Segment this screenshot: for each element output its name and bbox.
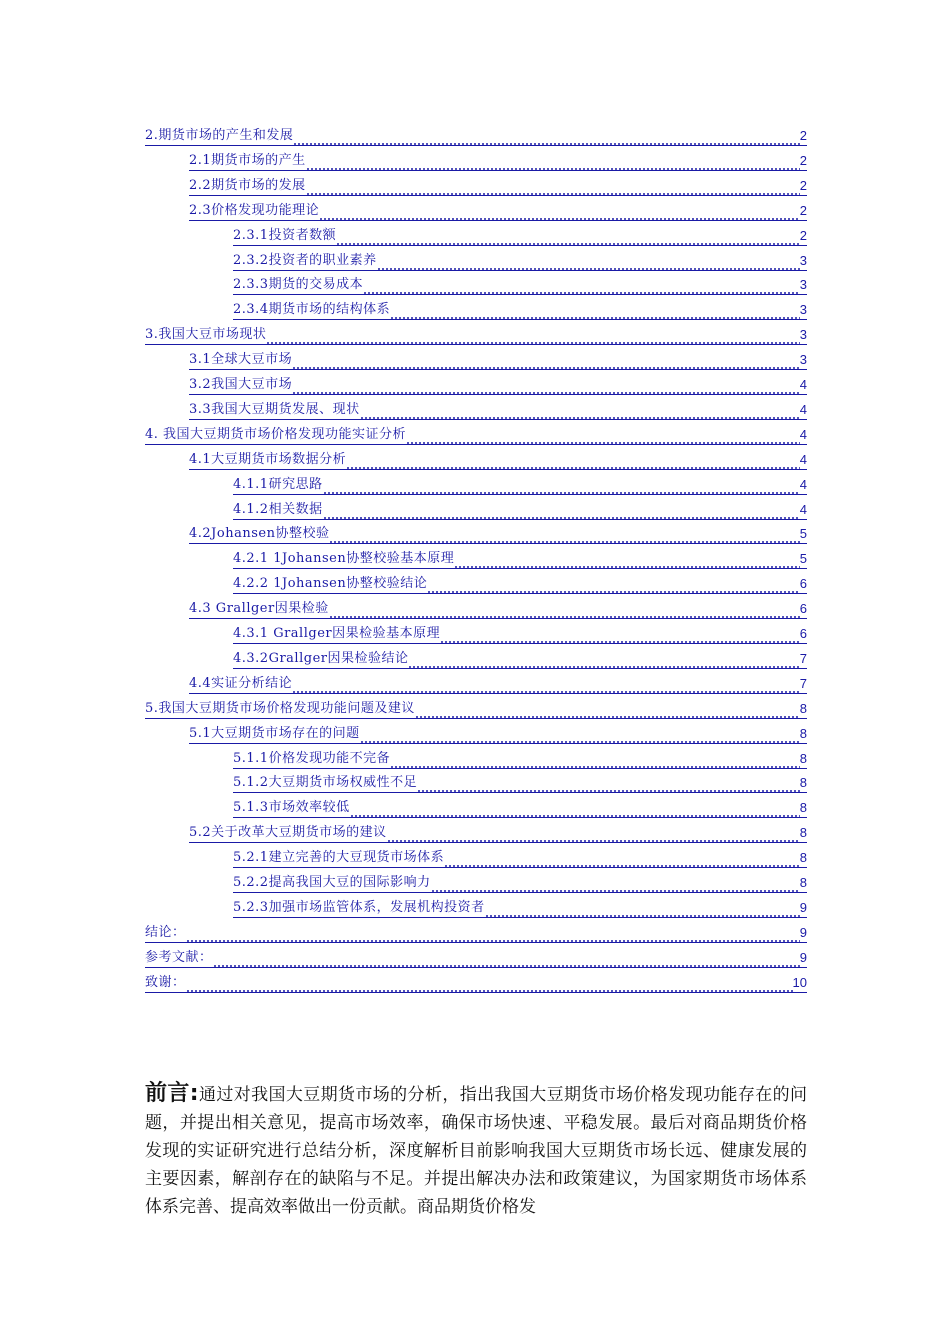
toc-entry-page: 6: [800, 576, 807, 594]
toc-entry-page: 6: [800, 626, 807, 644]
toc-entry-title: 4.3 Grallger因果检验: [189, 601, 329, 619]
toc-entry-title: 2.3.4期货市场的结构体系: [233, 302, 390, 320]
toc-entry-title: 5.1大豆期货市场存在的问题: [189, 726, 360, 744]
toc-dot-leader: [360, 731, 800, 744]
toc-entry-title: 3.1全球大豆市场: [189, 352, 292, 370]
toc-dot-leader: [454, 556, 800, 569]
toc-entry-title: 致谢：: [145, 975, 186, 993]
toc-entry[interactable]: [233, 500, 807, 520]
toc-entry-page: 2: [800, 203, 807, 221]
toc-entry-page: 3: [800, 277, 807, 295]
toc-entry-title: 5.1.2大豆期货市场权威性不足: [233, 775, 417, 793]
toc-dot-leader: [485, 905, 800, 918]
toc-dot-leader: [427, 581, 800, 594]
toc-entry[interactable]: [189, 450, 807, 470]
toc-entry-title: 4.3.2Grallger因果检验结论: [233, 651, 408, 669]
toc-entry-page: 10: [793, 975, 807, 993]
toc-entry[interactable]: [189, 674, 807, 694]
toc-entry-title: 4.2.1 1Johansen协整校验基本原理: [233, 551, 454, 569]
toc-entry[interactable]: [189, 524, 807, 544]
toc-entry-page: 7: [800, 651, 807, 669]
toc-entry-title: 3.我国大豆市场现状: [145, 327, 266, 345]
toc-entry-page: 8: [800, 701, 807, 719]
toc-dot-leader: [350, 805, 800, 818]
toc-dot-leader: [329, 606, 800, 619]
toc-dot-leader: [306, 183, 800, 196]
toc-entry[interactable]: [189, 151, 807, 171]
toc-entry-title: 5.2.3加强市场监管体系，发展机构投资者: [233, 900, 485, 918]
toc-entry-page: 9: [800, 900, 807, 918]
toc-entry-title: 4.1.1研究思路: [233, 477, 323, 495]
toc-dot-leader: [306, 158, 800, 171]
toc-dot-leader: [363, 282, 800, 295]
toc-entry[interactable]: [233, 873, 807, 893]
toc-entry[interactable]: [189, 599, 807, 619]
toc-dot-leader: [319, 208, 800, 221]
toc-entry[interactable]: [233, 574, 807, 594]
toc-entry[interactable]: [189, 176, 807, 196]
toc-entry-title: 2.期货市场的产生和发展: [145, 128, 293, 146]
toc-entry-title: 4.1.2相关数据: [233, 502, 323, 520]
toc-dot-leader: [186, 930, 800, 943]
toc-entry[interactable]: [233, 798, 807, 818]
toc-dot-leader: [360, 407, 800, 420]
toc-dot-leader: [387, 830, 800, 843]
toc-entry-title: 2.3.2投资者的职业素养: [233, 253, 377, 271]
toc-entry-page: 8: [800, 825, 807, 843]
toc-entry[interactable]: [145, 126, 807, 146]
toc-entry-page: 8: [800, 800, 807, 818]
toc-dot-leader: [329, 531, 799, 544]
toc-entry-title: 2.2期货市场的发展: [189, 178, 306, 196]
toc-entry-page: 8: [800, 751, 807, 769]
toc-entry-page: 4: [800, 377, 807, 395]
toc-entry[interactable]: [233, 251, 807, 271]
toc-dot-leader: [186, 980, 793, 993]
toc-entry-title: 5.1.1价格发现功能不完备: [233, 751, 390, 769]
toc-dot-leader: [390, 756, 800, 769]
toc-entry-title: 4.3.1 Grallger因果检验基本原理: [233, 626, 440, 644]
toc-entry-title: 4.1大豆期货市场数据分析: [189, 452, 346, 470]
toc-dot-leader: [417, 780, 800, 793]
toc-entry-page: 8: [800, 726, 807, 744]
toc-dot-leader: [292, 681, 800, 694]
toc-dot-leader: [336, 233, 800, 246]
toc-dot-leader: [346, 457, 800, 470]
toc-dot-leader: [431, 880, 800, 893]
toc-dot-leader: [292, 382, 800, 395]
toc-entry-page: 7: [800, 676, 807, 694]
toc-entry-page: 3: [800, 253, 807, 271]
toc-dot-leader: [406, 432, 800, 445]
toc-entry[interactable]: [189, 724, 807, 744]
toc-entry-page: 4: [800, 427, 807, 445]
toc-entry[interactable]: [189, 400, 807, 420]
toc-entry-title: 2.3.1投资者数额: [233, 228, 336, 246]
toc-entry-title: 5.我国大豆期货市场价格发现功能问题及建议: [145, 701, 415, 719]
toc-entry[interactable]: [233, 773, 807, 793]
toc-entry-page: 5: [800, 526, 807, 544]
toc-entry-title: 4. 我国大豆期货市场价格发现功能实证分析: [145, 427, 406, 445]
toc-entry-page: 6: [800, 601, 807, 619]
toc-entry-page: 2: [800, 153, 807, 171]
toc-entry[interactable]: [145, 425, 807, 445]
toc-dot-leader: [444, 855, 800, 868]
toc-dot-leader: [390, 307, 800, 320]
toc-dot-leader: [293, 133, 799, 146]
toc-dot-leader: [323, 507, 800, 520]
toc-entry-title: 5.2.2提高我国大豆的国际影响力: [233, 875, 431, 893]
toc-entry-page: 2: [800, 228, 807, 246]
toc-entry-page: 8: [800, 775, 807, 793]
toc-entry-title: 参考文献：: [145, 950, 213, 968]
toc-dot-leader: [323, 482, 800, 495]
toc-entry-title: 3.3我国大豆期货发展、现状: [189, 402, 360, 420]
toc-entry[interactable]: [189, 823, 807, 843]
preface-paragraph: [145, 1080, 807, 1221]
toc-entry-page: 2: [800, 128, 807, 146]
toc-entry[interactable]: [145, 973, 807, 993]
toc-entry-page: 3: [800, 352, 807, 370]
toc-entry[interactable]: [233, 275, 807, 295]
toc-entry[interactable]: [189, 350, 807, 370]
toc-dot-leader: [292, 357, 800, 370]
toc-entry[interactable]: [233, 226, 807, 246]
toc-entry[interactable]: [189, 201, 807, 221]
toc-entry-title: 3.2我国大豆市场: [189, 377, 292, 395]
toc-dot-leader: [408, 656, 799, 669]
preface-label: 前言:: [145, 1081, 199, 1106]
toc-entry-title: 5.1.3市场效率较低: [233, 800, 350, 818]
toc-entry[interactable]: [145, 699, 807, 719]
toc-entry[interactable]: [233, 549, 807, 569]
toc-entry[interactable]: [145, 948, 807, 968]
toc-entry-title: 2.3价格发现功能理论: [189, 203, 319, 221]
toc-entry-title: 4.2.2 1Johansen协整校验结论: [233, 576, 427, 594]
toc-entry-page: 9: [800, 925, 807, 943]
toc-entry-page: 4: [800, 452, 807, 470]
toc-entry-page: 5: [800, 551, 807, 569]
toc-entry[interactable]: [233, 300, 807, 320]
toc-dot-leader: [415, 706, 800, 719]
toc-dot-leader: [440, 631, 800, 644]
toc-entry-page: 4: [800, 477, 807, 495]
toc-entry-page: 4: [800, 402, 807, 420]
toc-dot-leader: [213, 955, 800, 968]
toc-dot-leader: [377, 258, 800, 271]
toc-entry-title: 5.2关于改革大豆期货市场的建议: [189, 825, 387, 843]
toc-entry[interactable]: [189, 375, 807, 395]
toc-entry[interactable]: [233, 848, 807, 868]
toc-dot-leader: [266, 332, 799, 345]
toc-entry[interactable]: [233, 898, 807, 918]
toc-entry-page: 8: [800, 875, 807, 893]
toc-entry[interactable]: [145, 923, 807, 943]
toc-entry-title: 2.1期货市场的产生: [189, 153, 306, 171]
toc-entry[interactable]: [233, 475, 807, 495]
toc-entry-page: 4: [800, 502, 807, 520]
toc-entry-page: 3: [800, 302, 807, 320]
toc-entry[interactable]: [233, 624, 807, 644]
toc-entry-page: 2: [800, 178, 807, 196]
toc-entry-title: 4.4实证分析结论: [189, 676, 292, 694]
toc-entry-title: 2.3.3期货的交易成本: [233, 277, 363, 295]
toc-entry[interactable]: [233, 649, 807, 669]
toc-entry-page: 8: [800, 850, 807, 868]
toc-entry-title: 结论：: [145, 925, 186, 943]
toc-entry-page: 3: [800, 327, 807, 345]
toc-entry-page: 9: [800, 950, 807, 968]
preface-text: 通过对我国大豆期货市场的分析，指出我国大豆期货市场价格发现功能存在的问题，并提出相关意见，提高市场效率，确保市场快速、平稳发展。最后对商品期货价格发现的实证研究进行总结分析，深度解析目前影响我国大豆期货市场长远、健康发展的主要因素，解剖存在的缺陷与不足。并提出解决办法和政策建议，为国家期货市场体系体系完善、提高效率做出一份贡献。商品期货价格发: [145, 1085, 807, 1217]
toc-entry[interactable]: [233, 749, 807, 769]
toc-entry[interactable]: [145, 325, 807, 345]
toc-entry-title: 5.2.1建立完善的大豆现货市场体系: [233, 850, 444, 868]
toc-entry-title: 4.2Johansen协整校验: [189, 526, 329, 544]
